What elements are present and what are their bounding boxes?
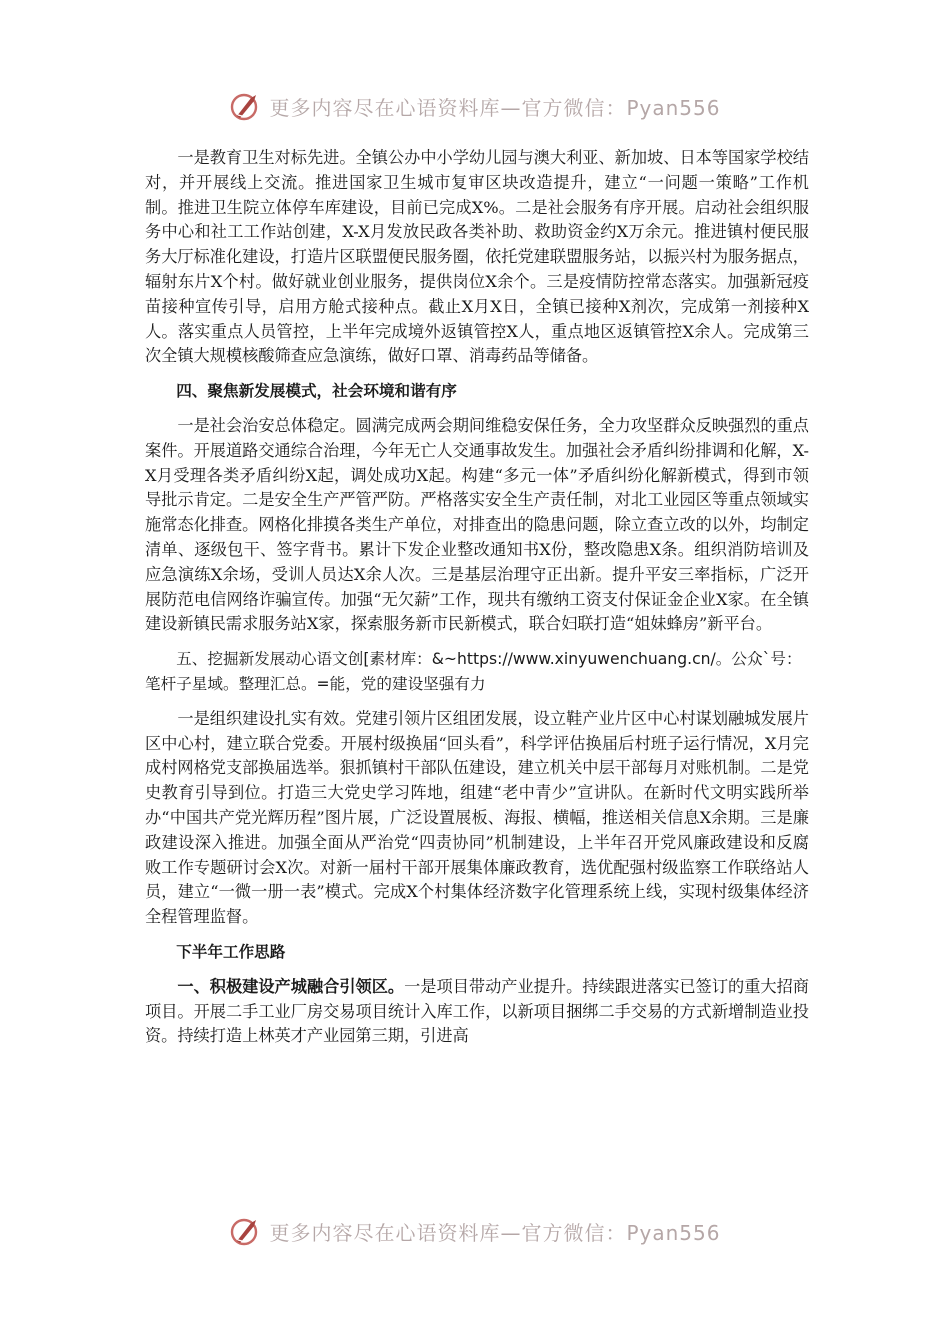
footer-banner [0, 1211, 950, 1251]
paragraph-lead: 一、积极建设产城融合引领区。 [177, 976, 405, 996]
document-body [145, 146, 809, 1059]
paragraph: 一是组织建设扎实有效。党建引领片区组团发展，设立鞋产业片区中心村谋划融城发展片区中心村，建立联合党委。开展村级换届“回头看”，科学评估换届后村班子运行情况，X月完成村网格党支部换届选举。狠抓镇村干部队伍建设，建立机关中层干部每月对账机制。二是党史教育引导到位。打造三大党史学习阵地，组建“老中青少”宣讲队。在新时代文明实践所举办“中国共产党光辉历程”图片展，广泛设置展板、海报、横幅，推送相关信息X余期。三是廉政建设深入推进。加强全面从严治党“四责协同”机制建设，上半年召开党风廉政建设和反腐败工作专题研讨会X次。对新一届村干部开展集体廉政教育，选优配强村级监察工作联络站人员，建立“一微一册一表”模式。完成X个村集体经济数字化管理系统上线，实现村级集体经济全程管理监督。 [145, 708, 809, 927]
banner-text: 更多内容尽在心语资料库—官方微信：Pyan556 [269, 95, 721, 120]
pen-logo-icon [229, 89, 263, 123]
section-heading: 五、挖掘新发展动心语文创[素材库：&~https://www.xinyuwenchuang.cn/。公众`号：笔杆子星域。整理汇总。=能，党的建设坚强有力 [145, 650, 802, 693]
section-heading: 四、聚焦新发展模式，社会环境和谐有序 [176, 382, 457, 401]
paragraph-text: 一是项目带动产业提升。持续跟进落实已签订的重大招商项目。开展二手工业厂房交易项目统计入库工作，以新项目捆绑二手交易的方式新增制造业投资。持续打造上林英才产业园第三期，引进高 [145, 976, 809, 1046]
section-heading: 下半年工作思路 [176, 942, 286, 961]
pen-logo-icon [229, 1214, 263, 1248]
header-banner [0, 86, 950, 126]
paragraph: 一是社会治安总体稳定。圆满完成两会期间维稳安保任务，全力攻坚群众反映强烈的重点案件。开展道路交通综合治理，今年无亡人交通事故发生。加强社会矛盾纠纷排调和化解，X-X月受理各类矛盾纠纷X起，调处成功X起。构建“多元一体”矛盾纠纷化解新模式，得到市领导批示肯定。二是安全生产严管严防。严格落实安全生产责任制，对北工业园区等重点领域实施常态化排查。网格化排摸各类生产单位，对排查出的隐患问题，除立查立改的以外，均制定清单、逐级包干、签字背书。累计下发企业整改通知书X份，整改隐患X条。组织消防培训及应急演练X余场，受训人员达X余人次。三是基层治理守正出新。提升平安三率指标，广泛开展防范电信网络诈骗宣传。加强“无欠薪”工作，现共有缴纳工资支付保证金企业X家。在全镇建设新镇民需求服务站X家，探索服务新市民新模式，联合妇联打造“姐妹蜂房”新平台。 [145, 415, 809, 634]
banner-text: 更多内容尽在心语资料库—官方微信：Pyan556 [269, 1220, 721, 1245]
paragraph [145, 975, 809, 1049]
paragraph: 一是教育卫生对标先进。全镇公办中小学幼儿园与澳大利亚、新加坡、日本等国家学校结对，并开展线上交流。推进国家卫生城市复审区块改造提升，建立“一问题一策略”工作机制。推进卫生院立体停车库建设，目前已完成X%。二是社会服务有序开展。启动社会组织服务中心和社工工作站创建，X-X月发放民政各类补助、救助资金约X万余元。推进镇村便民服务大厅标准化建设，打造片区联盟便民服务圈，依托党建联盟服务站，以振兴村为服务据点，辐射东片X个村。做好就业创业服务，提供岗位X余个。三是疫情防控常态落实。加强新冠疫苗接种宣传引导，启用方舱式接种点。截止X月X日，全镇已接种X剂次，完成第一剂接种X人。落实重点人员管控，上半年完成境外返镇管控X人，重点地区返镇管控X余人。完成第三次全镇大规模核酸筛查应急演练，做好口罩、消毒药品等储备。 [145, 148, 809, 366]
